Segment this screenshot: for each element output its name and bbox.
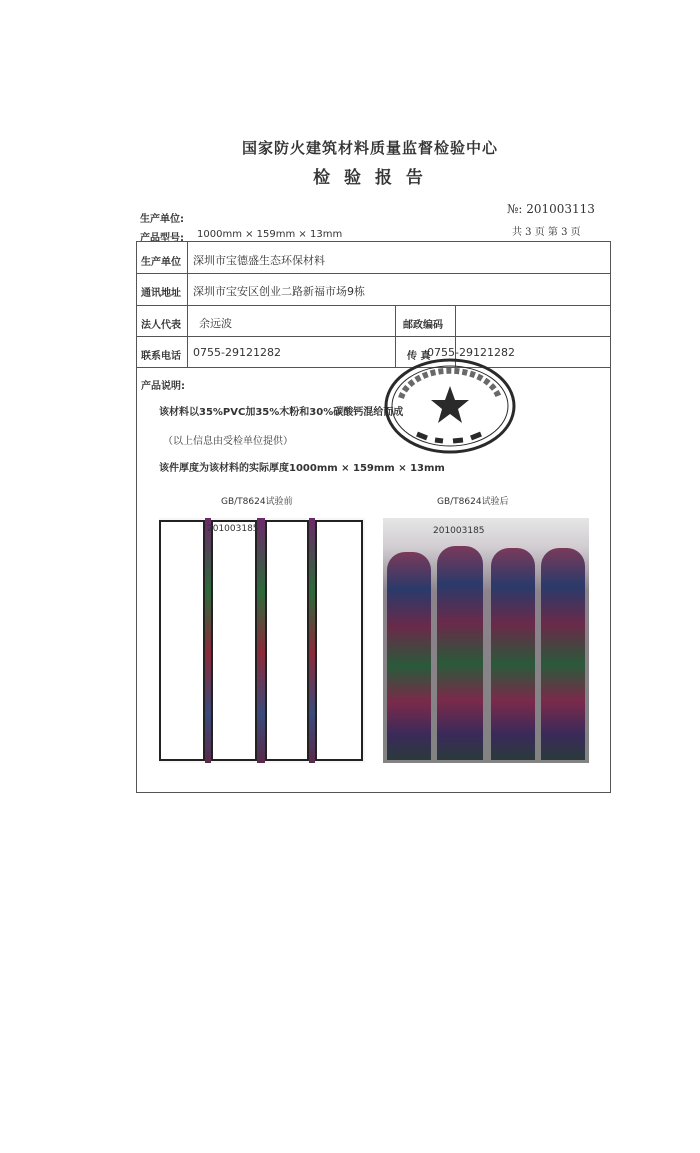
legal-rep-label: 法人代表 [141, 320, 181, 331]
sample-strip-before [315, 520, 363, 761]
description-line-2: （以上信息由受检单位提供） [163, 436, 293, 447]
description-label: 产品说明: [141, 381, 185, 392]
sample-id-before: 201003185 [207, 524, 259, 534]
sample-strip-before [211, 520, 257, 761]
report-title: 检 验 报 告 [313, 168, 427, 188]
page-info: 共 3 页 第 3 页 [512, 227, 581, 238]
photo-after-test [383, 518, 589, 763]
sample-strip-before [265, 520, 309, 761]
phone-label: 联系电话 [141, 351, 181, 362]
sample-strip-after [541, 548, 585, 760]
description-line-3: 该件厚度为该材料的实际厚度1000mm × 159mm × 13mm [159, 463, 445, 474]
org-title: 国家防火建筑材料质量监督检验中心 [241, 139, 498, 157]
producer-value: 深圳市宝德盛生态环保材料 [193, 254, 325, 267]
official-seal [383, 358, 517, 454]
producer-meta-label: 生产单位: [140, 214, 184, 225]
report-number: №: 201003113 [507, 202, 595, 216]
sample-id-after: 201003185 [433, 526, 485, 536]
sample-strip-before [159, 520, 205, 761]
photo-before-test [159, 518, 365, 763]
address-value: 深圳市宝安区创业二路新福市场9栋 [193, 285, 365, 298]
address-label: 通讯地址 [141, 288, 181, 299]
phone-value: 0755-29121282 [193, 346, 281, 359]
producer-label: 生产单位 [141, 257, 181, 268]
seal-icon [383, 358, 517, 454]
postcode-label: 邮政编码 [403, 320, 443, 331]
sample-strip-after [437, 546, 483, 760]
after-caption: GB/T8624试验后 [437, 497, 509, 507]
fax-value: 0755-29121282 [427, 346, 515, 359]
model-meta-label: 产品型号: [140, 233, 184, 244]
sample-strip-after [491, 548, 535, 760]
before-caption: GB/T8624试验前 [221, 497, 293, 507]
model-meta-value: 1000mm × 159mm × 13mm [197, 229, 343, 240]
fax-label: 传 真 [407, 351, 431, 362]
legal-rep-value: 余远波 [199, 317, 232, 330]
description-line-1: 该材料以35%PVC加35%木粉和30%碳酸钙混给而成 [159, 407, 404, 418]
sample-strip-after [387, 552, 431, 760]
report-table [136, 241, 611, 793]
